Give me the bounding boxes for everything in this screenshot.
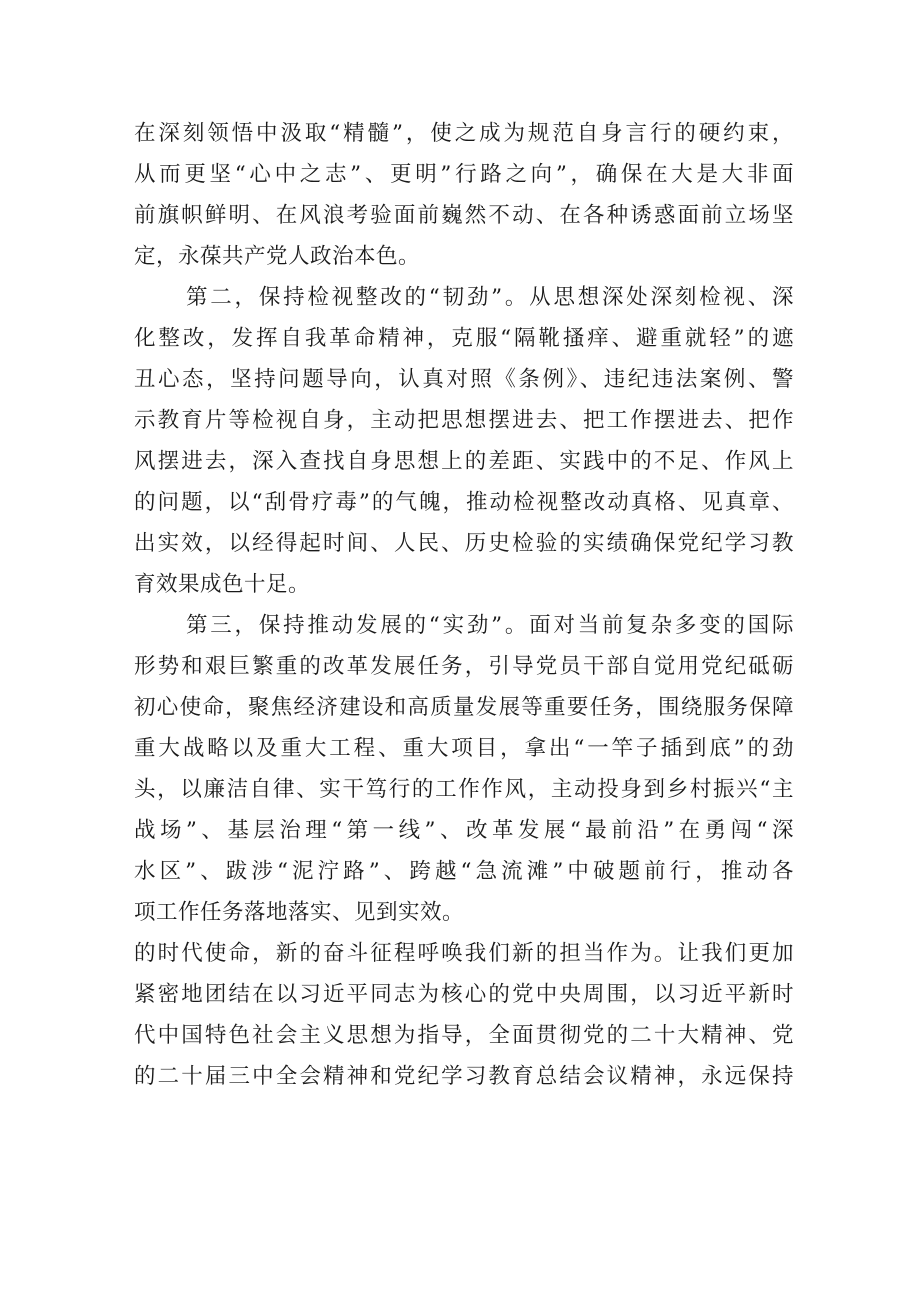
text-line: 育效果成色十足。 — [134, 572, 311, 597]
paragraph-first-line: 第三，保持推动发展的“实劲”。面对当前复杂多变的国际 — [186, 613, 794, 638]
text-line: 紧密地团结在以习近平同志为核心的党中央周围，以习近平新时 — [134, 982, 794, 1007]
paragraph-first-line: 第二，保持检视整改的“韧劲”。从思想深处深刻检视、深 — [186, 285, 794, 310]
text-line: 丑心态，坚持问题导向，认真对照《条例》、违纪违法案例、警 — [134, 367, 794, 392]
text-line: 初心使命，聚焦经济建设和高质量发展等重要任务，围绕服务保障 — [134, 695, 794, 720]
text-line: 化整改，发挥自我革命精神，克服“隔靴搔痒、避重就轻”的遮 — [134, 326, 794, 351]
text-line: 项工作任务落地落实、见到实效。 — [134, 900, 465, 925]
text-line: 水区”、跋涉“泥泞路”、跨越“急流滩”中破题前行，推动各 — [134, 859, 794, 884]
text-line: 重大战略以及重大工程、重大项目，拿出“一竿子插到底”的劲 — [134, 736, 794, 761]
text-line: 的二十届三中全会精神和党纪学习教育总结会议精神，永远保持 — [134, 1064, 794, 1089]
text-line: 前旗帜鲜明、在风浪考验面前巍然不动、在各种诱惑面前立场坚 — [134, 203, 794, 228]
text-line: 在深刻领悟中汲取“精髓”，使之成为规范自身言行的硬约束， — [134, 121, 794, 146]
text-line: 从而更坚“心中之志”、更明”行路之向”，确保在大是大非面 — [134, 162, 794, 187]
text-line: 代中国特色社会主义思想为指导，全面贯彻党的二十大精神、党 — [134, 1023, 794, 1048]
text-line: 风摆进去，深入查找自身思想上的差距、实践中的不足、作风上 — [134, 449, 794, 474]
text-line: 战场”、基层治理“第一线”、改革发展“最前沿”在勇闯“深 — [134, 818, 794, 843]
text-line: 定，永葆共产党人政治本色。 — [134, 244, 421, 269]
text-line: 头，以廉洁自律、实干笃行的工作作风，主动投身到乡村振兴“主 — [134, 777, 794, 802]
text-line: 的问题，以“刮骨疗毒”的气魄，推动检视整改动真格、见真章、 — [134, 490, 794, 515]
text-line: 示教育片等检视自身，主动把思想摆进去、把工作摆进去、把作 — [134, 408, 794, 433]
text-line: 出实效，以经得起时间、人民、历史检验的实绩确保党纪学习教 — [134, 531, 794, 556]
text-line: 形势和艰巨繁重的改革发展任务，引导党员干部自觉用党纪砥砺 — [134, 654, 794, 679]
text-line: 的时代使命，新的奋斗征程呼唤我们新的担当作为。让我们更加 — [134, 941, 794, 966]
